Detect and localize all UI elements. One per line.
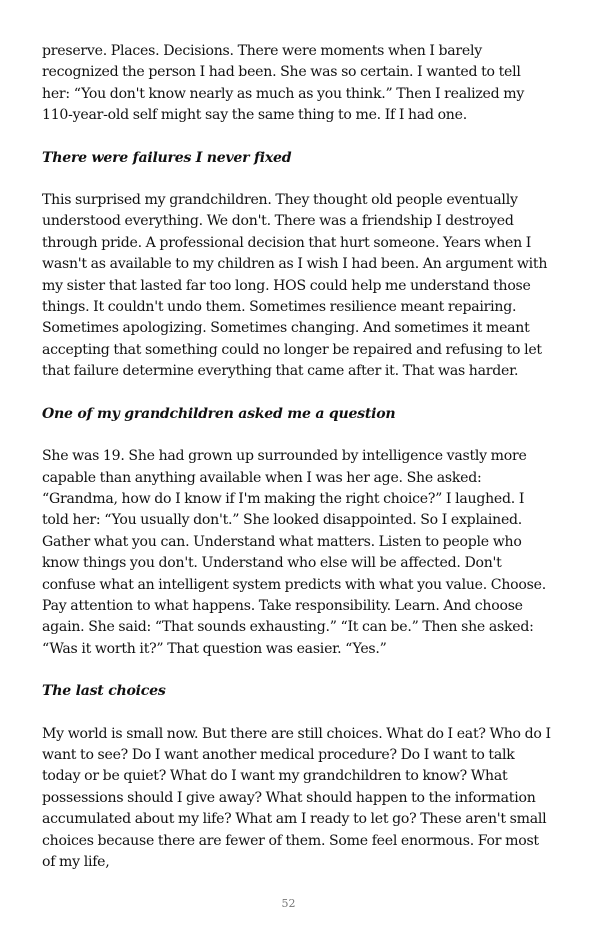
section-body-last-choices: My world is small now. But there are still choices. What do I eat? Who do I want to see? Do I want another medical procedure? Do I want to talk today or be quiet? What do I want my grandchildren to know? What possessions should I give away? What should happen to the information accumulated about my life? What am I ready to let go? These aren't small choices because there are fewer of them. Some feel enormous. For most of my life, [42, 725, 551, 870]
section-heading-failures: There were failures I never fixed [42, 149, 292, 166]
page-body [42, 41, 552, 873]
intro-paragraph: preserve. Places. Decisions. There were moments when I barely recognized the person I had been. She was so certain. I wanted to tell her: “You don't know nearly as much as you think.” Then I realized my 110-year-old self might say the same thing to me. If I had one. [42, 43, 525, 124]
section-body-question: She was 19. She had grown up surrounded by intelligence vastly more capable than anything available when I was her age. She asked: “Grandma, how do I know if I'm making the right choice?” I laughed. I told her: “You usually don't.” She looked disappointed. So I explained. Gather what you can. Understand what matters. Listen to people who know things you don't. Understand who else will be affected. Don't confuse what an intelligent system predicts with what you value. Choose. Pay attention to what happens. Take responsibility. Learn. And choose again. She said: “That sounds exhausting.” “It can be.” Then she asked: “Was it worth it?” That question was easier. “Yes.” [42, 448, 546, 657]
section-body-failures: This surprised my grandchildren. They thought old people eventually understood everything. We don't. There was a friendship I destroyed through pride. A professional decision that hurt someone. Years when I wasn't as available to my children as I wish I had been. An argument with my sister that lasted far too long. HOS could help me understand those things. It couldn't undo them. Sometimes resilience meant repairing. Sometimes apologizing. Sometimes changing. And sometimes it meant accepting that something could no longer be repaired and refusing to let that failure determine everything that came after it. That was harder. [42, 192, 548, 380]
section-heading-question: One of my grandchildren asked me a question [42, 405, 396, 422]
page-number: 52 [281, 897, 296, 910]
section-heading-last-choices: The last choices [42, 683, 166, 700]
